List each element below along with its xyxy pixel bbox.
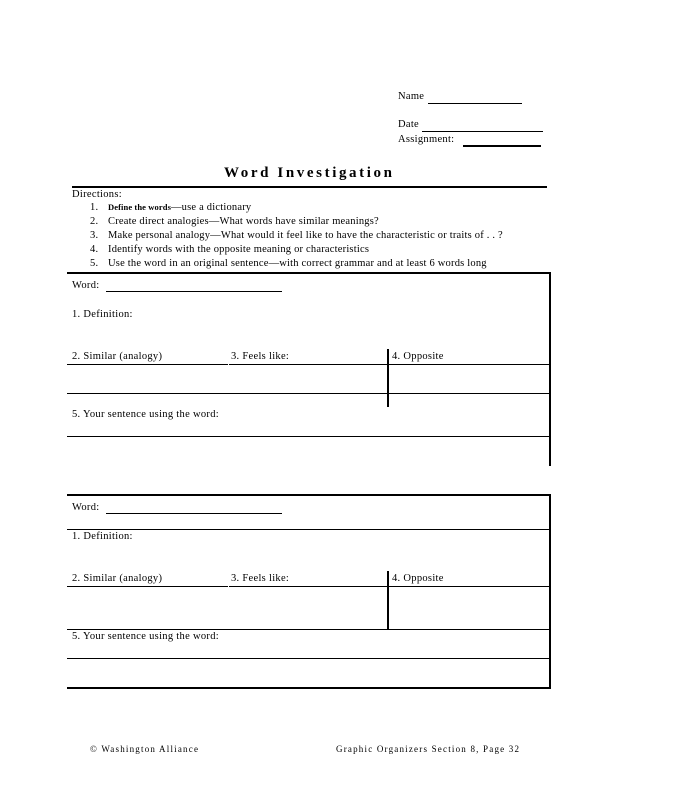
card2-similar-label: 2. Similar (analogy) xyxy=(72,573,163,584)
card2-sentence-area[interactable] xyxy=(67,659,547,686)
card1-opposite-label: 4. Opposite xyxy=(392,351,444,362)
date-label: Date xyxy=(398,119,420,130)
card1-top-rule xyxy=(67,272,551,274)
card2-feels-label: 3. Feels like: xyxy=(231,573,290,584)
name-label: Name xyxy=(398,91,425,102)
card1-opposite-area[interactable] xyxy=(390,365,548,393)
card2-word-line[interactable] xyxy=(106,513,282,514)
page-title: Word Investigation xyxy=(224,165,395,181)
title-rule xyxy=(72,186,547,188)
direction-bold: Define the words xyxy=(108,202,171,212)
card1-feels-label: 3. Feels like: xyxy=(231,351,290,362)
card2-word-rule xyxy=(67,529,550,530)
date-line[interactable] xyxy=(422,131,543,132)
direction-item-2: 2. Create direct analogies—What words have similar meanings? xyxy=(90,216,379,227)
card2-similar-feels-area[interactable] xyxy=(67,587,387,628)
card2-opposite-label: 4. Opposite xyxy=(392,573,444,584)
card2-definition-area[interactable] xyxy=(67,545,547,573)
card2-sentence-label: 5. Your sentence using the word: xyxy=(72,631,219,642)
card1-definition-label: 1. Definition: xyxy=(72,309,133,320)
assignment-label: Assignment: xyxy=(398,134,455,145)
card2-column-divider xyxy=(387,571,389,629)
card1-sentence-area[interactable] xyxy=(67,437,547,464)
directions-label: Directions: xyxy=(72,189,122,200)
direction-item-4: 4. Identify words with the opposite meaning or characteristics xyxy=(90,244,370,255)
card1-column-divider xyxy=(387,349,389,407)
card2-bottom-rule xyxy=(67,687,551,689)
card2-word-label: Word: xyxy=(72,502,100,513)
name-line[interactable] xyxy=(428,103,522,104)
card1-similar-label: 2. Similar (analogy) xyxy=(72,351,163,362)
card1-similar-feels-area[interactable] xyxy=(67,365,387,393)
footer-copyright: © Washington Alliance xyxy=(90,744,200,754)
direction-item-5: 5. Use the word in an original sentence—with correct grammar and at least 6 words long xyxy=(90,258,487,269)
card1-row-rule xyxy=(67,393,550,394)
footer-page-info: Graphic Organizers Section 8, Page 32 xyxy=(336,744,521,754)
card1-sentence-label: 5. Your sentence using the word: xyxy=(72,409,219,420)
card1-word-line[interactable] xyxy=(106,291,282,292)
card1-word-label: Word: xyxy=(72,280,100,291)
direction-item-1: 1. Define the words—use a dictionary xyxy=(90,202,252,213)
assignment-line[interactable] xyxy=(463,145,541,147)
card2-top-rule xyxy=(67,494,551,496)
card2-row-rule xyxy=(67,629,550,630)
direction-item-3: 3. Make personal analogy—What would it feel like to have the characteristic or traits of . . ? xyxy=(90,230,503,241)
card2-opposite-area[interactable] xyxy=(390,587,548,628)
card2-definition-label: 1. Definition: xyxy=(72,531,133,542)
